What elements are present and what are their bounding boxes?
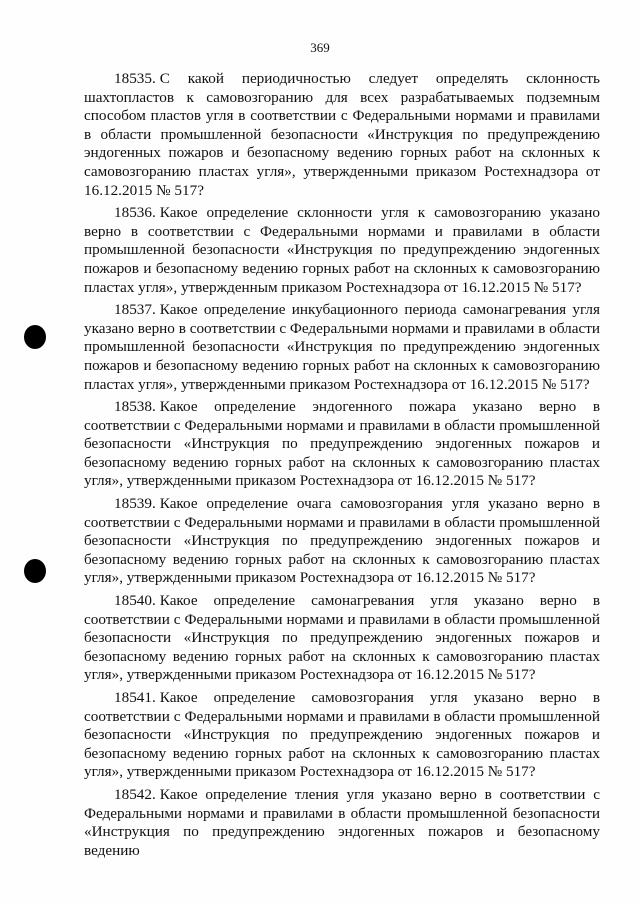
question-number: 18540. [114,592,156,610]
question-paragraph [84,786,600,860]
question-number: 18535. [114,70,156,87]
question-paragraph [84,204,600,297]
question-number: 18542. [114,785,156,803]
question-paragraph [84,592,600,685]
question-text: Какое определение инкубационного периода самонагревания угля указано верно в соответствии с Федеральными нормами и правилами в области промышленной безопасности «Инструкция по предупреждению эндогенных пожаров и безопасному ведению горных работ на склонных к самовозгоранию пластах угля», утвержденными приказом Ростехнадзора от 16.12.2015 № 517? [84,301,600,393]
question-text: Какое определение очага самовозгорания угля указано верно в соответствии с Федеральными нормами и правилами в области промышленной безопасности «Инструкция по предупреждению эндогенных пожаров и безопасному ведению горных работ на склонных к самовозгоранию пластах угля», утвержденными приказом Ростехнадзора от 16.12.2015 № 517? [84,495,600,587]
question-text: Какое определение тления угля указано верно в соответствии с Федеральными нормами и правилами в области промышленной безопасности «Инструкция по предупреждению эндогенных пожаров и безопасному ведению [84,785,600,859]
punch-hole-mark [24,559,46,583]
question-text: С какой периодичностью следует определять склонность шахтопластов к самовозгоранию для всех разрабатываемых подземным способом пластов угля в соответствии с Федеральными нормами и правилами в области промышленной безопасности «Инструкция по предупреждению эндогенных пожаров и безопасному ведению горных работ на склонных к самовозгоранию пластах угля», утвержденными приказом Ростехнадзора от 16.12.2015 № 517? [84,70,600,199]
question-text: Какое определение самовозгорания угля указано верно в соответствии с Федеральными нормами и правилами в области промышленной безопасности «Инструкция по предупреждению эндогенных пожаров и безопасному ведению горных работ на склонных к самовозгоранию пластах угля», утвержденными приказом Ростехнадзора от 16.12.2015 № 517? [84,689,600,781]
question-text: Какое определение самонагревания угля указано верно в соответствии с Федеральными нормами и правилами в области промышленной безопасности «Инструкция по предупреждению эндогенных пожаров и безопасному ведению горных работ на склонных к самовозгоранию пластах угля», утвержденными приказом Ростехнадзора от 16.12.2015 № 517? [84,592,600,684]
question-number: 18536. [114,204,156,222]
question-paragraph [84,689,600,782]
question-paragraph [84,398,600,491]
question-paragraph [84,495,600,588]
question-text: Какое определение склонности угля к самовозгоранию указано верно в соответствии с Федеральными нормами и правилами в области промышленной безопасности «Инструкция по предупреждению эндогенных пожаров и безопасному ведению горных работ на склонных к самовозгоранию пластах угля», утвержденным приказом Ростехнадзора от 16.12.2015 № 517? [84,204,600,296]
page-number: 369 [310,40,330,55]
question-text: Какое определение эндогенного пожара указано верно в соответствии с Федеральными нормами и правилами в области промышленной безопасности «Инструкция по предупреждению эндогенных пожаров и безопасному ведению горных работ на склонных к самовозгоранию пластах угля», утвержденными приказом Ростехнадзора от 16.12.2015 № 517? [84,398,600,490]
document-body [84,70,600,864]
punch-hole-mark [24,325,46,349]
question-paragraph [84,70,600,200]
question-number: 18538. [114,398,156,416]
question-number: 18541. [114,689,156,706]
question-number: 18539. [114,495,156,513]
question-paragraph [84,301,600,394]
question-number: 18537. [114,301,156,319]
